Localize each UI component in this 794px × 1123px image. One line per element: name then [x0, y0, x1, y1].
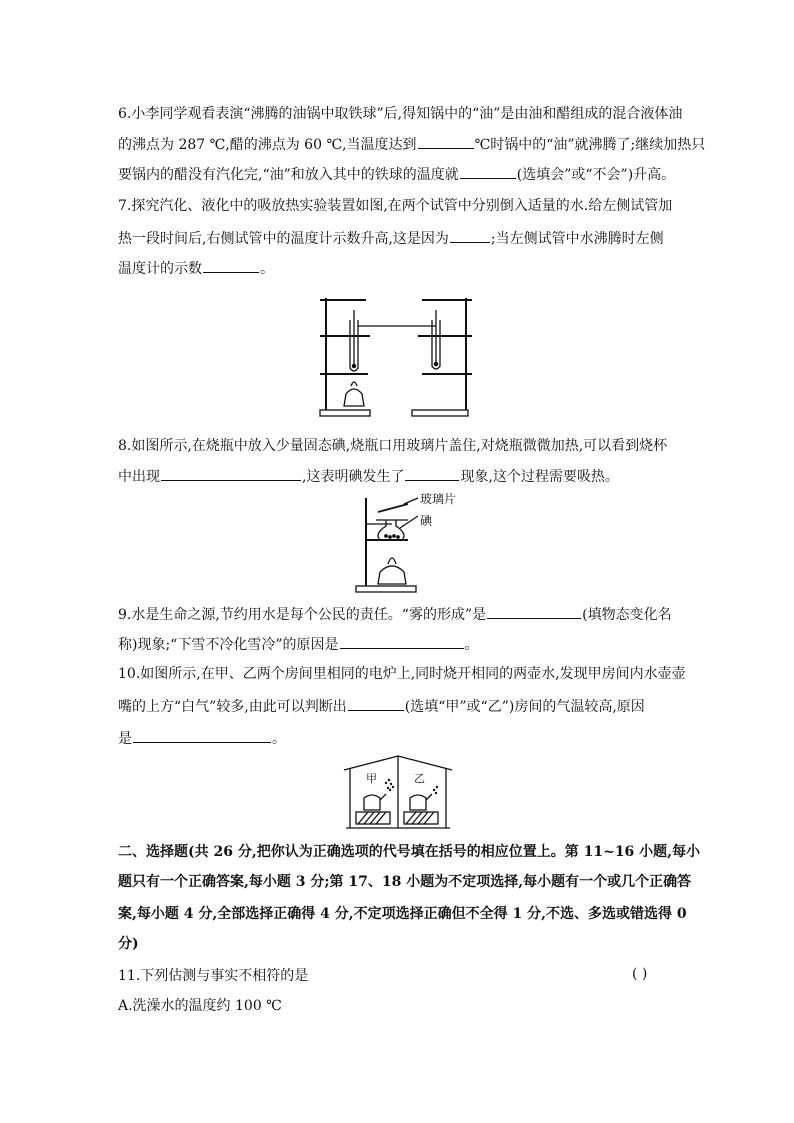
q7-text-2b: ;当左侧试管中水沸腾时左侧	[490, 231, 664, 247]
q7-line-3	[118, 258, 274, 279]
q7-blank-2[interactable]	[203, 258, 259, 273]
section2-text-2: 题只有一个正确答案,每小题 3 分;第 17、18 小题为不定项选择,每小题有一个或几个正确答	[118, 874, 692, 890]
q6-text-3b: (选填会”或“不会”)升高。	[516, 167, 676, 183]
q6-line-3	[118, 164, 675, 185]
section2-line-3	[118, 904, 687, 924]
q10-rooms-figure	[342, 754, 454, 830]
q8-text-1: 8.如图所示,在烧瓶中放入少量固态碘,烧瓶口用玻璃片盖住,对烧瓶微微加热,可以看到烧杯	[118, 438, 668, 454]
section2-line-4	[118, 934, 139, 954]
q10-line-3	[118, 728, 286, 749]
q10-text-2b: (选填“甲”或“乙”)房间的气温较高,原因	[404, 699, 645, 715]
q11-option-a	[118, 996, 282, 1016]
q9-text-1b: (填物态变化名	[582, 607, 672, 623]
q10-text-2a: 嘴的上方“白气”较多,由此可以判断出	[118, 699, 347, 715]
q11-option-a-text: A.洗澡水的温度约 100 ℃	[118, 998, 282, 1014]
q8-text-2b: ,这表明碘发生了	[302, 469, 405, 485]
q7-blank-1[interactable]	[450, 228, 490, 243]
q6-text-3a: 要锅内的醋没有汽化完,“油”和放入其中的铁球的温度就	[118, 167, 459, 183]
label-room-jia: 甲	[366, 772, 377, 785]
q10-blank-2[interactable]	[133, 728, 271, 743]
q8-text-2a: 中出现	[118, 469, 160, 485]
q6-blank-1[interactable]	[418, 134, 474, 149]
q10-line-2	[118, 696, 645, 717]
q9-line-1	[118, 604, 672, 625]
label-room-yi: 乙	[414, 772, 425, 785]
section2-text-1: 二、选择题(共 26 分,把你认为正确选项的代号填在括号的相应位置上。第 11~16 小题,每小	[118, 844, 701, 860]
q11-stem-text: 11.下列估测与事实不相符的是	[118, 968, 309, 984]
q8-blank-1[interactable]	[161, 466, 301, 481]
q11-stem	[118, 966, 308, 986]
q10-text-3a: 是	[118, 731, 132, 747]
q7-line-2	[118, 228, 664, 249]
q7-text-2a: 热一段时间后,右侧试管中的温度计示数升高,这是因为	[118, 231, 449, 247]
q7-apparatus-figure	[318, 290, 478, 420]
label-iodine: 碘	[420, 514, 433, 528]
section2-text-3: 案,每小题 4 分,全部选择正确得 4 分,不定项选择正确但不全得 1 分,不选、多选或错选得 0	[118, 906, 687, 922]
q9-text-1a: 9.水是生命之源,节约用水是每个公民的责任。“雾的形成”是	[118, 607, 487, 623]
label-glass-plate: 玻璃片	[420, 492, 457, 506]
q6-line-2	[118, 134, 705, 155]
section2-text-4: 分)	[118, 936, 139, 952]
q10-text-1: 10.如图所示,在甲、乙两个房间里相同的电炉上,同时烧开相同的两壶水,发现甲房间内水壶壶	[118, 666, 686, 682]
q6-blank-2[interactable]	[460, 164, 516, 179]
q8-line-2	[118, 466, 619, 487]
q7-text-3a: 温度计的示数	[118, 261, 202, 277]
q6-text-1: 6.小李同学观看表演“沸腾的油锅中取铁球”后,得知锅中的“油”是由油和醋组成的混合液体油	[118, 106, 683, 122]
q9-line-2	[118, 634, 479, 655]
section2-line-2	[118, 872, 691, 892]
q8-line-1	[118, 436, 667, 456]
q7-text-3b: 。	[260, 261, 274, 277]
q11-answer-paren[interactable]: ( )	[632, 966, 648, 982]
q10-blank-1[interactable]	[348, 696, 404, 711]
q9-text-2b: 。	[464, 637, 479, 653]
q6-text-2b: ℃时锅中的“油”就沸腾了;继续加热只	[474, 137, 706, 153]
q10-line-1	[118, 664, 686, 684]
q9-blank-1[interactable]	[487, 604, 581, 619]
q8-blank-2[interactable]	[405, 466, 459, 481]
q9-blank-2[interactable]	[340, 634, 464, 649]
section2-line-1	[118, 842, 700, 862]
q6-line-1	[118, 104, 682, 124]
q7-text-1: 7.探究汽化、液化中的吸放热实验装置如图,在两个试管中分别倒入适量的水.给左侧试管加	[118, 198, 673, 214]
q6-text-2a: 的沸点为 287 ℃,醋的沸点为 60 ℃,当温度达到	[118, 137, 417, 153]
q10-text-3b: 。	[272, 731, 286, 747]
q7-line-1	[118, 196, 672, 216]
q9-text-2a: 称)现象;“下雪不冷化雪冷”的原因是	[118, 637, 339, 653]
q8-text-2c: 现象,这个过程需要吸热。	[460, 469, 619, 485]
